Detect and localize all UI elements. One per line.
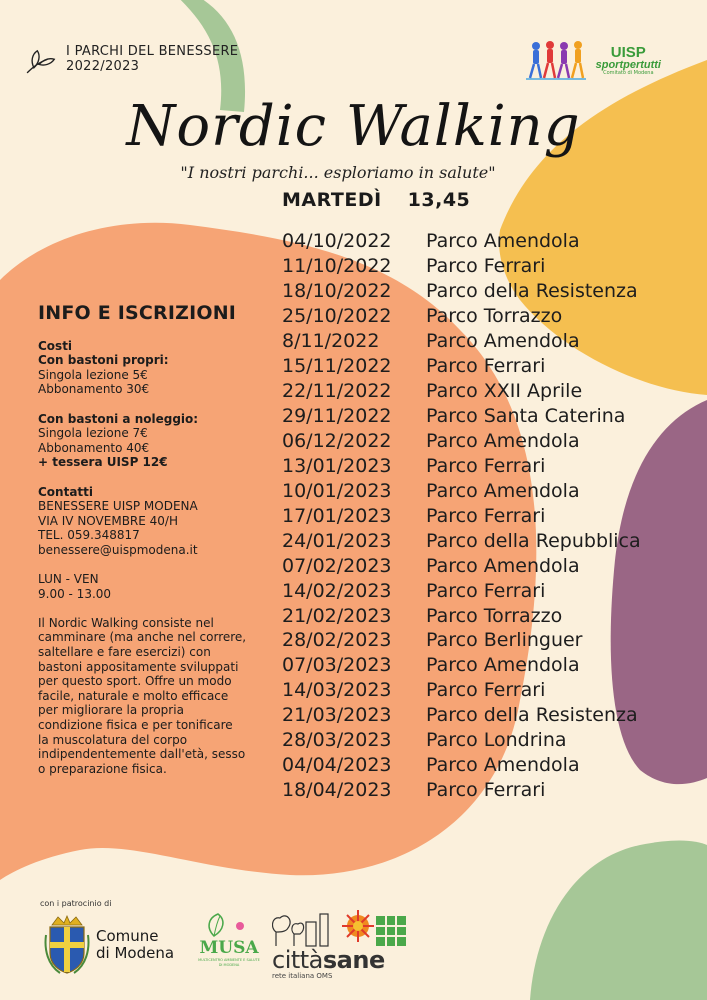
schedule-row	[282, 379, 641, 404]
schedule-park: Parco Torrazzo	[426, 305, 563, 328]
schedule-park: Parco Amendola	[426, 429, 580, 452]
address: VIA IV NOVEMBRE 40/H	[38, 513, 178, 528]
uisp-logo	[596, 45, 661, 76]
schedule-list	[282, 229, 641, 803]
musa-name: MUSA	[199, 938, 259, 958]
citta-word: città	[272, 946, 323, 974]
schedule-row	[282, 528, 641, 553]
leaf-icon	[22, 44, 56, 78]
schedule-row	[282, 404, 641, 429]
schedule-date: 10/01/2023	[282, 479, 392, 502]
schedule-park: Parco Amendola	[426, 754, 580, 777]
schedule-park: Parco Amendola	[426, 479, 580, 502]
schedule-date: 22/11/2022	[282, 380, 392, 403]
schedule-park: Parco Ferrari	[426, 454, 546, 477]
schedule-row	[282, 578, 641, 603]
schedule-park: Parco Ferrari	[426, 779, 546, 802]
musa-leaf-icon	[196, 912, 262, 938]
schedule-date: 14/02/2023	[282, 579, 392, 602]
rent-subscription-price: Abbonamento 40€	[38, 440, 150, 455]
schedule-date: 18/04/2023	[282, 779, 392, 802]
schedule-park: Parco della Resistenza	[426, 280, 638, 303]
schedule-park: Parco Amendola	[426, 230, 580, 253]
schedule-park: Parco della Resistenza	[426, 704, 638, 727]
comune-line-2: di Modena	[96, 944, 175, 962]
uisp-tagline: sportpertutti	[595, 58, 661, 71]
schedule-date: 07/03/2023	[282, 654, 392, 677]
info-heading: INFO E ISCRIZIONI	[38, 302, 237, 324]
sponsor-logos	[526, 40, 661, 80]
schedule-row	[282, 429, 641, 454]
contacts-title: Contatti	[38, 484, 94, 499]
schedule-park: Parco della Repubblica	[426, 529, 641, 552]
coat-of-arms-icon	[44, 915, 90, 975]
musa-logo	[196, 912, 262, 968]
description-line: camminare (ma anche nel correre,	[38, 630, 247, 645]
description	[38, 616, 270, 777]
comune-line-1: Comune	[96, 927, 159, 945]
schedule-row	[282, 753, 641, 778]
schedule-row	[282, 628, 641, 653]
schedule-row	[282, 478, 641, 503]
schedule-park: Parco Amendola	[426, 330, 580, 353]
schedule-park: Parco Ferrari	[426, 504, 546, 527]
brand-line-1: I PARCHI DEL BENESSERE	[66, 44, 239, 59]
patronage-label: con i patrocinio di	[40, 899, 112, 908]
schedule-date: 06/12/2022	[282, 429, 392, 452]
description-line: condizione fisica e per tonificare	[38, 718, 233, 733]
schedule-park: Parco Amendola	[426, 654, 580, 677]
rent-single-price: Singola lezione 7€	[38, 426, 148, 441]
own-single-price: Singola lezione 5€	[38, 367, 148, 382]
description-line: indipendentemente dall'età, sesso	[38, 747, 246, 762]
schedule-park: Parco Ferrari	[426, 355, 546, 378]
own-subscription-price: Abbonamento 30€	[38, 382, 150, 397]
description-line: facile, naturale e molto efficace	[38, 688, 229, 703]
schedule-date: 21/03/2023	[282, 704, 392, 727]
comune-modena-logo	[44, 915, 174, 975]
schedule-date: 17/01/2023	[282, 504, 392, 527]
day-time	[282, 189, 470, 211]
cittasane-subtitle: rete italiana OMS	[272, 972, 333, 980]
schedule-park: Parco Londrina	[426, 729, 567, 752]
page-title: Nordic Walking	[126, 94, 581, 159]
organization-name: BENESSERE UISP MODENA	[38, 499, 198, 514]
description-line: saltellare e fare esercizi) con	[38, 645, 211, 660]
schedule-row	[282, 778, 641, 803]
description-line: o preparazione fisica.	[38, 761, 167, 776]
schedule-park: Parco Ferrari	[426, 255, 546, 278]
description-line: la muscolatura del corpo	[38, 732, 188, 747]
uisp-sub: Comitato di Modena	[603, 69, 654, 76]
schedule-row	[282, 453, 641, 478]
schedule-row	[282, 503, 641, 528]
schedule-row	[282, 329, 641, 354]
schedule-date: 28/03/2023	[282, 729, 392, 752]
walkers-icon	[526, 40, 586, 80]
description-line: bastoni appositamente sviluppati	[38, 659, 239, 674]
description-line: Il Nordic Walking consiste nel	[38, 615, 214, 630]
phone[interactable]: TEL. 059.348817	[38, 528, 140, 543]
description-line: per migliorare la propria	[38, 703, 184, 718]
schedule-row	[282, 254, 641, 279]
schedule-date: 04/04/2023	[282, 754, 392, 777]
schedule-park: Parco Torrazzo	[426, 604, 563, 627]
email-link[interactable]: benessere@uispmodena.it	[38, 542, 198, 557]
schedule-park: Parco XXII Aprile	[426, 380, 583, 403]
schedule-row	[282, 603, 641, 628]
schedule-date: 8/11/2022	[282, 330, 380, 353]
rent-poles-title: Con bastoni a noleggio:	[38, 411, 199, 426]
schedule-date: 07/02/2023	[282, 554, 392, 577]
schedule-park: Parco Berlinguer	[426, 629, 583, 652]
header-brand	[22, 44, 238, 78]
schedule-date: 28/02/2023	[282, 629, 392, 652]
office-hours: 9.00 - 13.00	[38, 586, 112, 601]
schedule-date: 14/03/2023	[282, 679, 392, 702]
time-label: 13,45	[407, 189, 471, 211]
schedule-date: 15/11/2022	[282, 355, 392, 378]
schedule-date: 18/10/2022	[282, 280, 392, 303]
schedule-row	[282, 728, 641, 753]
schedule-row	[282, 279, 641, 304]
schedule-park: Parco Ferrari	[426, 579, 546, 602]
own-poles-title: Con bastoni propri:	[38, 353, 169, 368]
schedule-row	[282, 653, 641, 678]
schedule-park: Parco Santa Caterina	[426, 405, 626, 428]
description-line: per questo sport. Offre un modo	[38, 674, 232, 689]
cittasane-icon	[272, 908, 408, 948]
info-section	[38, 302, 270, 776]
schedule-date: 29/11/2022	[282, 405, 392, 428]
day-label: MARTEDÌ	[282, 189, 382, 211]
membership-card-price: + tessera UISP 12€	[38, 455, 168, 470]
schedule-date: 25/10/2022	[282, 305, 392, 328]
schedule-date: 11/10/2022	[282, 255, 392, 278]
green-bottom-shape	[530, 840, 707, 1000]
schedule-row	[282, 678, 641, 703]
musa-subtitle: MULTICENTRO AMBIENTE E SALUTE DI MODENA	[198, 958, 260, 967]
schedule-row	[282, 229, 641, 254]
office-days: LUN - VEN	[38, 572, 99, 587]
brand-line-2: 2022/2023	[66, 59, 140, 74]
schedule-date: 21/02/2023	[282, 604, 392, 627]
schedule-row	[282, 304, 641, 329]
uisp-name: UISP	[610, 43, 646, 61]
schedule-row	[282, 553, 641, 578]
subtitle: "I nostri parchi... esploriamo in salute"	[180, 163, 496, 182]
schedule-row	[282, 703, 641, 728]
schedule-row	[282, 354, 641, 379]
schedule-date: 13/01/2023	[282, 454, 392, 477]
schedule-park: Parco Ferrari	[426, 679, 546, 702]
schedule-date: 04/10/2022	[282, 230, 392, 253]
cittasane-logo	[272, 908, 410, 980]
schedule-date: 24/01/2023	[282, 529, 392, 552]
schedule-park: Parco Amendola	[426, 554, 580, 577]
costs-title: Costi	[38, 338, 73, 353]
sane-word: sane	[322, 946, 385, 974]
